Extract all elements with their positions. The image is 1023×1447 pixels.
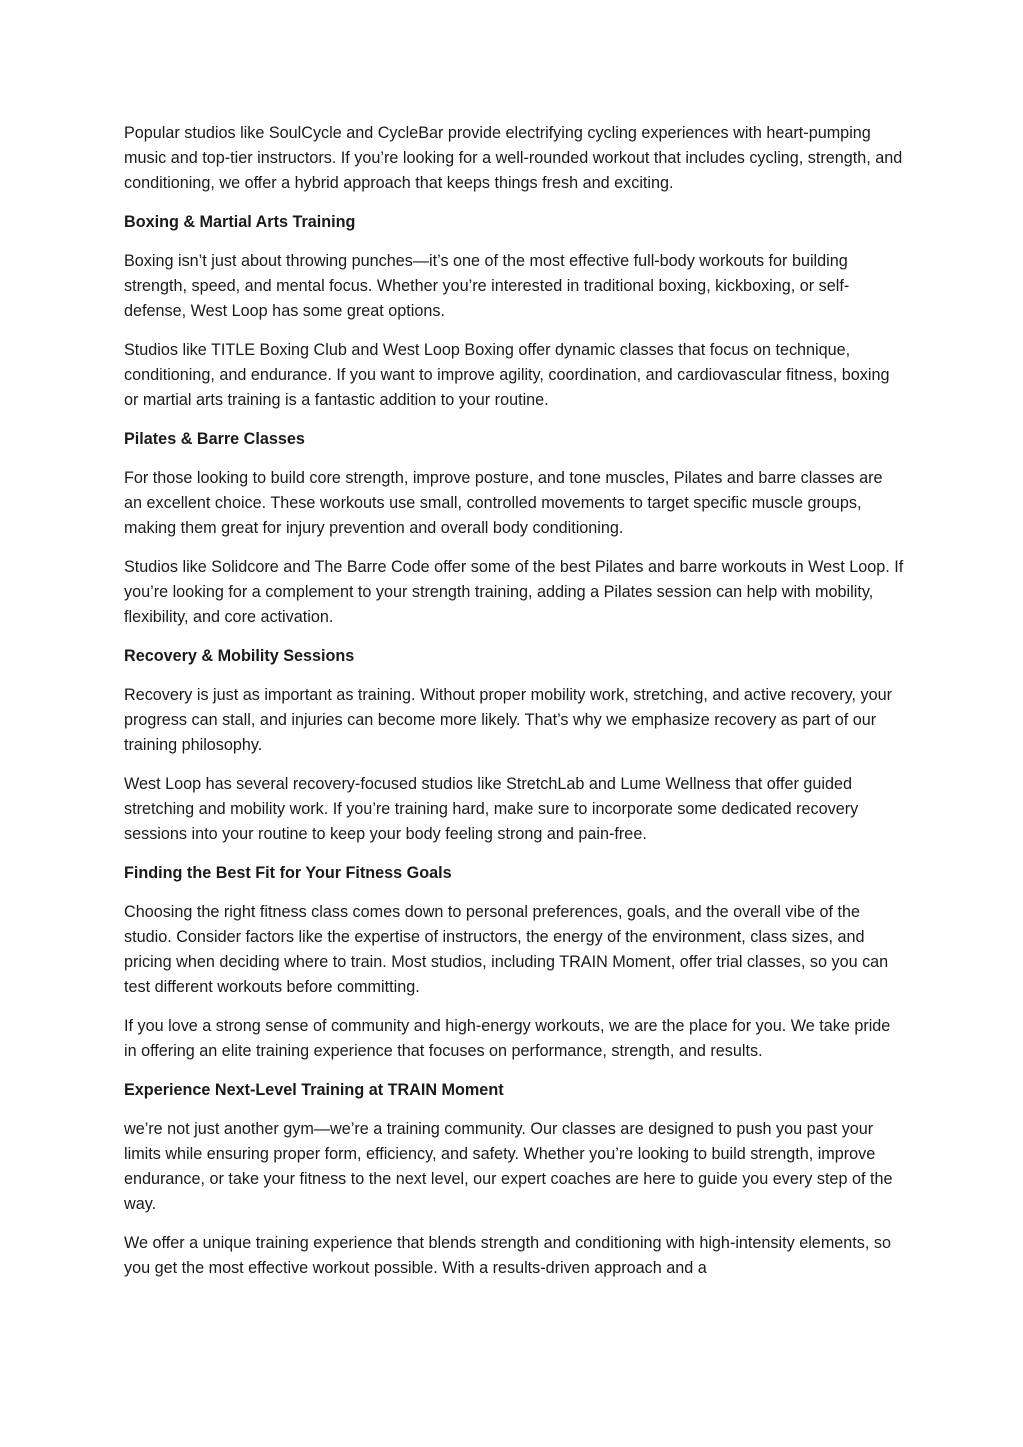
heading-recovery: Recovery & Mobility Sessions xyxy=(124,647,355,665)
paragraph-choosing-class: Choosing the right fitness class comes down to personal preferences, goals, and the overall vibe of the studio. Consider factors like the expertise of instructors, the energy of the environment, class sizes, and pricing when deciding where to train. Most studios, including TRAIN Moment, offer trial classes, so you can test different workouts before committing. xyxy=(124,903,889,996)
heading-boxing: Boxing & Martial Arts Training xyxy=(124,213,356,231)
paragraph-community: If you love a strong sense of community and high-energy workouts, we are the place for you. We take pride in offering an elite training experience that focuses on performance, strength, and results. xyxy=(124,1017,891,1060)
heading-next-level: Experience Next-Level Training at TRAIN Moment xyxy=(124,1081,504,1099)
paragraph-unique-experience: We offer a unique training experience that blends strength and conditioning with high-intensity elements, so you get the most effective workout possible. With a results-driven approach and a xyxy=(124,1234,891,1277)
paragraph-recovery-studios: West Loop has several recovery-focused studios like StretchLab and Lume Wellness that offer guided stretching and mobility work. If you’re training hard, make sure to incorporate some dedicated recovery sessions into your routine to keep your body feeling strong and pain-free. xyxy=(124,775,859,843)
document-page xyxy=(124,121,904,1295)
paragraph-pilates-studios: Studios like Solidcore and The Barre Code offer some of the best Pilates and barre workouts in West Loop. If you’re looking for a complement to your strength training, adding a Pilates session can help with mobility, flexibility, and core activation. xyxy=(124,558,904,626)
paragraph-training-community: we’re not just another gym—we’re a training community. Our classes are designed to push you past your limits while ensuring proper form, efficiency, and safety. Whether you’re looking to build strength, improve endurance, or take your fitness to the next level, our expert coaches are here to guide you every step of the way. xyxy=(124,1120,893,1213)
paragraph-boxing-intro: Boxing isn’t just about throwing punches—it’s one of the most effective full-body workouts for building strength, speed, and mental focus. Whether you’re interested in traditional boxing, kickboxing, or self-defense, West Loop has some great options. xyxy=(124,252,850,320)
paragraph-recovery-intro: Recovery is just as important as training. Without proper mobility work, stretching, and active recovery, your progress can stall, and injuries can become more likely. That’s why we emphasize recovery as part of our training philosophy. xyxy=(124,686,893,754)
paragraph-boxing-studios: Studios like TITLE Boxing Club and West Loop Boxing offer dynamic classes that focus on technique, conditioning, and endurance. If you want to improve agility, coordination, and cardiovascular fitness, boxing or martial arts training is a fantastic addition to your routine. xyxy=(124,341,890,409)
paragraph-pilates-intro: For those looking to build core strength, improve posture, and tone muscles, Pilates and barre classes are an excellent choice. These workouts use small, controlled movements to target specific muscle groups, making them great for injury prevention and overall body conditioning. xyxy=(124,469,883,537)
heading-best-fit: Finding the Best Fit for Your Fitness Goals xyxy=(124,864,452,882)
heading-pilates-barre: Pilates & Barre Classes xyxy=(124,430,305,448)
paragraph-cycling-studios: Popular studios like SoulCycle and CycleBar provide electrifying cycling experiences with heart-pumping music and top-tier instructors. If you’re looking for a well-rounded workout that includes cycling, strength, and conditioning, we offer a hybrid approach that keeps things fresh and exciting. xyxy=(124,124,903,192)
